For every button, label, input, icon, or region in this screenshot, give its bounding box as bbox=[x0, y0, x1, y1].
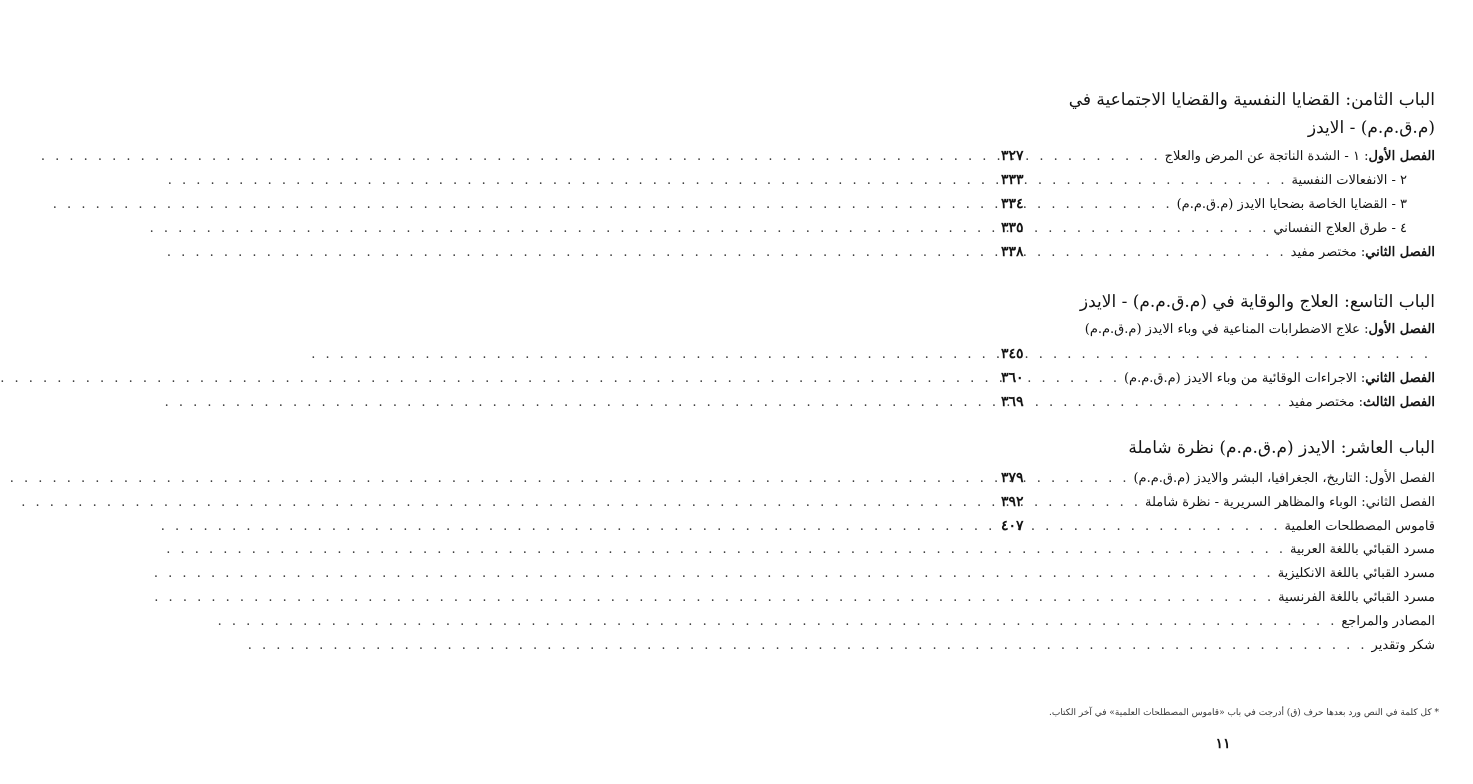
dot-leader bbox=[1031, 491, 1145, 515]
toc-entry bbox=[1001, 342, 1435, 366]
toc-page bbox=[973, 0, 1473, 784]
dot-leader bbox=[1031, 515, 1285, 539]
toc-entry-label: ٢ - الانفعالات النفسية bbox=[1291, 173, 1407, 188]
toc-entry bbox=[1001, 634, 1435, 658]
toc-entry-label: مسرد القبائي باللغة الفرنسية bbox=[1278, 590, 1435, 605]
toc-entry bbox=[1001, 390, 1435, 414]
toc-entry-label: مسرد القبائي باللغة العربية bbox=[1289, 542, 1435, 557]
toc-page-number: ٣٣٨ bbox=[1001, 244, 1024, 260]
dot-leader bbox=[1031, 169, 1292, 193]
dot-leader bbox=[1031, 610, 1341, 634]
toc-entry bbox=[1001, 610, 1435, 634]
page-number: ١١ bbox=[1215, 736, 1231, 752]
dot-leader bbox=[1031, 562, 1278, 586]
dot-leader bbox=[1031, 391, 1288, 415]
part-8-heading: الباب الثامن: القضايا النفسية والقضايا الاجتماعية في bbox=[1068, 90, 1435, 110]
part-10-heading: الباب العاشر: الايدز (م.ق.م.م) نظرة شاملة bbox=[1128, 438, 1435, 458]
toc-entry-label: الفصل الأول: علاج الاضطرابات المناعية في وباء الايدز (م.ق.م.م) bbox=[1084, 322, 1435, 337]
dot-leader bbox=[1031, 193, 1177, 217]
toc-entry-label: شكر وتقدير bbox=[1371, 638, 1435, 653]
toc-entry bbox=[1001, 240, 1435, 264]
toc-entry bbox=[1001, 538, 1435, 562]
toc-page-number: ٣٣٥ bbox=[1001, 220, 1024, 236]
toc-page-number: ٣٤٥ bbox=[1001, 346, 1024, 362]
toc-entry bbox=[1001, 318, 1435, 342]
toc-entry-label: قاموس المصطلحات العلمية bbox=[1284, 519, 1435, 534]
dot-leader bbox=[1031, 343, 1435, 367]
toc-entry-label: الفصل الثاني: الاجراءات الوقائية من وباء الايدز (م.ق.م.م) bbox=[1123, 371, 1435, 386]
toc-entry bbox=[1001, 466, 1435, 490]
dot-leader bbox=[1031, 241, 1291, 265]
toc-entry-label: ٣ - القضايا الخاصة بضحايا الايدز (م.ق.م.م) bbox=[1176, 197, 1407, 212]
toc-entry-label: الفصل الأول: التاريخ، الجغرافيا، البشر والايدز (م.ق.م.م) bbox=[1133, 471, 1435, 486]
toc-entry bbox=[1001, 216, 1435, 240]
dot-leader bbox=[1031, 145, 1165, 169]
part-8-heading-cont: (م.ق.م.م) - الايدز bbox=[1307, 118, 1435, 138]
part-9-heading: الباب التاسع: العلاج والوقاية في (م.ق.م.م) - الايدز bbox=[1079, 292, 1435, 312]
toc-page-number: ٣٩٢ bbox=[1001, 494, 1024, 510]
toc-page-number: ٣٦٠ bbox=[1001, 370, 1024, 386]
toc-entry-label: الفصل الثاني: الوباء والمظاهر السريرية - نظرة شاملة bbox=[1145, 495, 1435, 510]
toc-page-number: ٣٧٩ bbox=[1001, 470, 1024, 486]
toc-entry bbox=[1001, 514, 1435, 538]
toc-entry bbox=[1001, 586, 1435, 610]
toc-page-number: ٤٠٧ bbox=[1001, 518, 1024, 534]
toc-page-number: ٣٣٣ bbox=[1001, 172, 1024, 188]
toc-page-number: ٣٦٩ bbox=[1001, 394, 1024, 410]
dot-leader bbox=[1031, 467, 1133, 491]
dot-leader bbox=[1031, 217, 1273, 241]
toc-entry-label: الفصل الثالث: مختصر مفيد bbox=[1288, 395, 1435, 410]
toc-entry-label: الفصل الأول: ١ - الشدة الناتجة عن المرض والعلاج bbox=[1164, 149, 1435, 164]
dot-leader bbox=[1031, 538, 1290, 562]
toc-entry bbox=[1001, 366, 1435, 390]
toc-entry-label: المصادر والمراجع bbox=[1341, 614, 1435, 629]
toc-entry-label: الفصل الثاني: مختصر مفيد bbox=[1290, 245, 1435, 260]
toc-entry-label: مسرد القبائي باللغة الانكليزية bbox=[1277, 566, 1435, 581]
toc-entry bbox=[1001, 192, 1435, 216]
toc-entry bbox=[1001, 562, 1435, 586]
toc-entry-label: ٤ - طرق العلاج النفساني bbox=[1273, 221, 1407, 236]
toc-page-number: ٣٢٧ bbox=[1001, 148, 1024, 164]
toc-page-number: ٣٣٤ bbox=[1001, 196, 1024, 212]
dot-leader bbox=[1031, 586, 1278, 610]
toc-entry bbox=[1001, 490, 1435, 514]
toc-entry bbox=[1001, 144, 1435, 168]
toc-entry bbox=[1001, 168, 1435, 192]
dot-leader bbox=[1031, 634, 1372, 658]
dot-leader bbox=[1031, 367, 1124, 391]
footnote: * كل كلمة في النص ورد بعدها حرف (ق) أدرجت في باب «قاموس المصطلحات العلمية» في آخر الكتاب. bbox=[1048, 708, 1439, 718]
